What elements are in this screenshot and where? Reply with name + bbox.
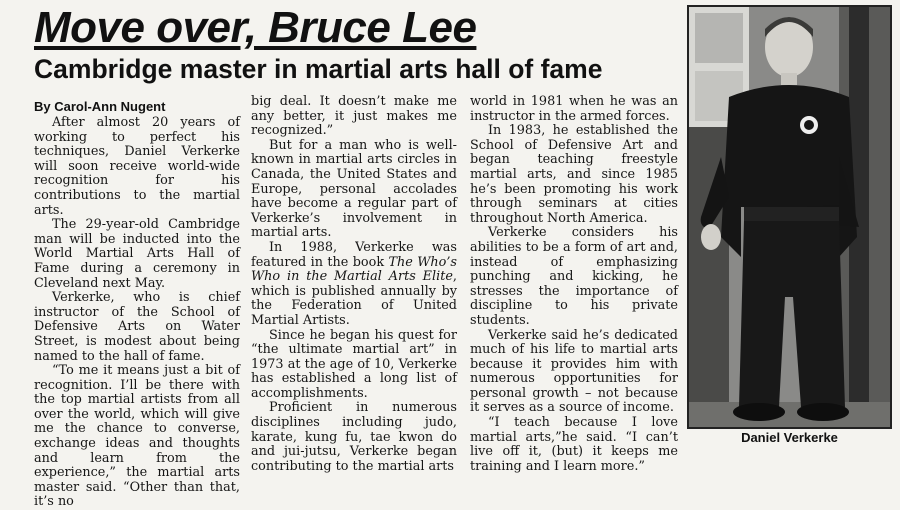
paragraph: world in 1981 when he was an instructor in the armed forces.: [470, 94, 678, 124]
paragraph: In 1983, he established the School of Defensive Art and began teaching freestyle martial arts, and since 1985 he’s been promoting his work through seminars at cities throughout North America.: [470, 123, 678, 226]
paragraph: “I teach because I love martial arts,”he said. “I can’t live off it, (but) it keeps me training and I learn more.”: [470, 415, 678, 474]
photo-caption: Daniel Verkerke: [741, 430, 838, 445]
article-column-3: [470, 95, 678, 474]
paragraph: “To me it means just a bit of recognition. I’ll be there with the top martial artists from all over the world, which will give me the chance to converse, exchange ideas and thoughts and learn from the experience,” the martial arts master said. “Other than that, it’s no: [34, 363, 240, 510]
portrait-illustration: [689, 7, 890, 427]
article-column-2: [251, 95, 457, 474]
headline: Move over, Bruce Lee: [34, 3, 477, 52]
paragraph: But for a man who is well-known in martial arts circles in Canada, the United States and Europe, personal accolades have become a regular part of Verkerke’s involvement in martial arts.: [251, 137, 457, 241]
paragraph: [251, 241, 457, 329]
portrait-photo: [687, 5, 892, 429]
paragraph-text: In 1988, Verkerke was featured in the book: [251, 239, 457, 270]
article-column-1: [34, 116, 240, 510]
paragraph: big deal. It doesn’t make me any better, it just makes me recognized.”: [251, 94, 457, 139]
paragraph: After almost 20 years of working to perfect his techniques, Daniel Verkerke will soon receive world-wide recognition for his contributions to the martial arts.: [34, 115, 240, 218]
paragraph: The 29-year-old Cambridge man will be inducted into the World Martial Arts Hall of Fame during a ceremony in Cleveland next May.: [34, 217, 240, 291]
paragraph: Verkerke considers his abilities to be a form of art and, instead of emphasizing punching and kicking, he stresses the importance of discipline to his private students.: [470, 225, 678, 328]
byline: By Carol-Ann Nugent: [34, 99, 166, 114]
paragraph: Verkerke, who is chief instructor of the School of Defensive Arts on Water Street, is modest about being named to the hall of fame.: [34, 290, 240, 364]
paragraph: Since he began his quest for “the ultimate martial art” in 1973 at the age of 10, Verkerke has established a long list of accomplishments.: [251, 327, 457, 401]
paragraph-text: , which is published annually by the Federation of United Martial Artists.: [251, 269, 457, 328]
paragraph: Proficient in numerous disciplines including judo, karate, kung fu, tae kwon do and jui-jutsu, Verkerke began contributing to the martial arts: [251, 400, 457, 474]
subheadline: Cambridge master in martial arts hall of fame: [34, 54, 603, 84]
book-title: The Who’s Who in the Martial Arts Elite: [251, 254, 457, 285]
paragraph: Verkerke said he’s dedicated much of his life to martial arts because it provides him with numerous opportunities for personal growth – not because it serves as a source of income.: [470, 327, 678, 416]
